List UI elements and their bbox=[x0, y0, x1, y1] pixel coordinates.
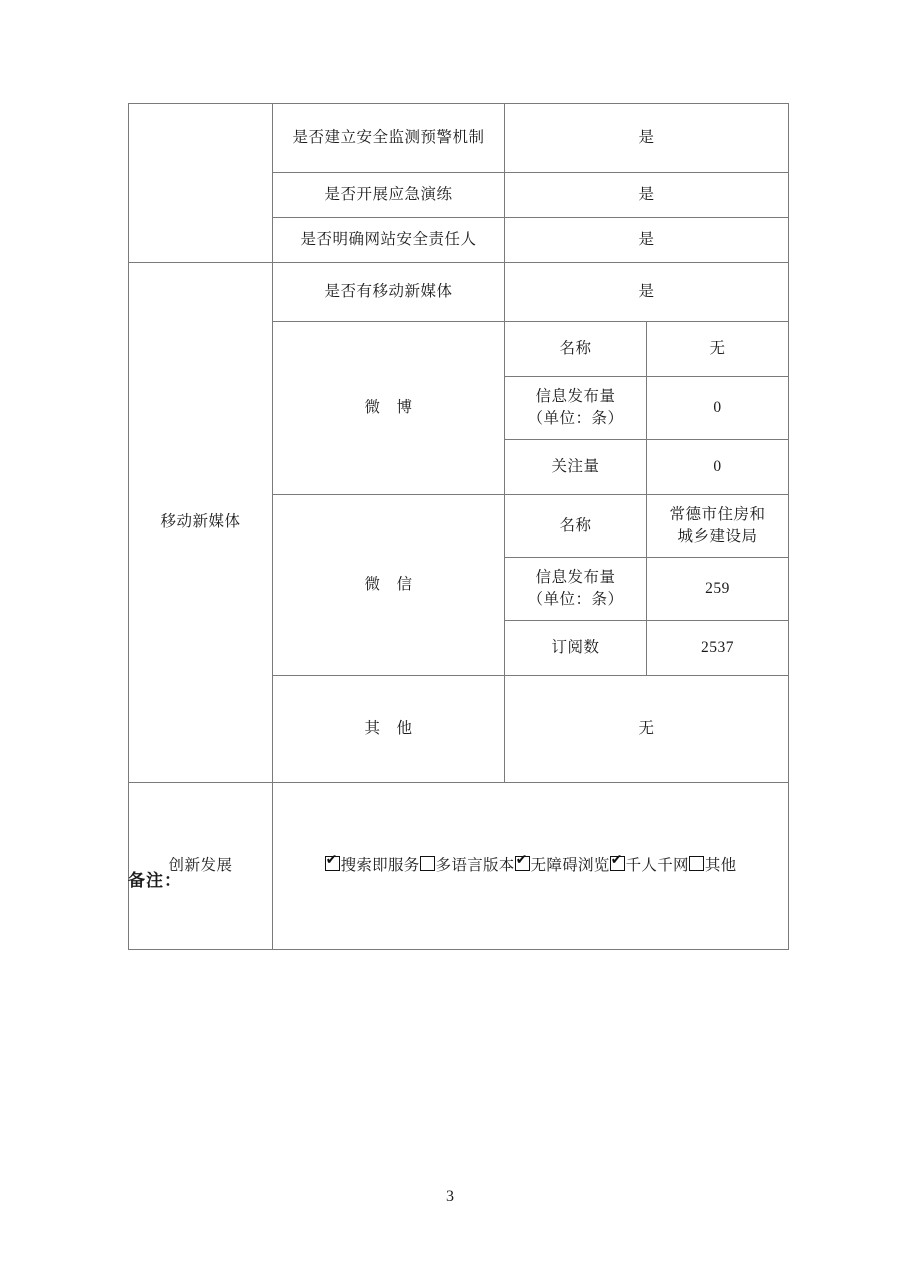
security-owner-value: 是 bbox=[505, 218, 789, 263]
weixin-name-value-line1: 常德市住房和 bbox=[669, 505, 766, 523]
innovation-options-cell bbox=[273, 783, 789, 950]
weibo-follow-value: 0 bbox=[647, 440, 789, 495]
security-owner-label: 是否明确网站安全责任人 bbox=[273, 218, 505, 263]
innovation-option-label: 无障碍浏览 bbox=[530, 856, 610, 874]
weixin-name-label: 名称 bbox=[505, 495, 647, 558]
weixin-subscribe-label: 订阅数 bbox=[505, 621, 647, 676]
innovation-option-personalized[interactable] bbox=[610, 857, 689, 874]
checkbox-checked-icon[interactable] bbox=[325, 856, 340, 871]
empty-group-cell bbox=[129, 104, 273, 263]
weixin-publish-value: 259 bbox=[647, 558, 789, 621]
innovation-option-accessibility[interactable] bbox=[515, 857, 610, 874]
innovation-option-label: 千人千网 bbox=[625, 856, 689, 874]
emergency-drill-label: 是否开展应急演练 bbox=[273, 173, 505, 218]
checkbox-empty-icon[interactable] bbox=[420, 856, 435, 871]
table-row bbox=[129, 263, 789, 322]
innovation-option-label: 其他 bbox=[704, 856, 737, 874]
emergency-drill-value: 是 bbox=[505, 173, 789, 218]
weixin-subscribe-value: 2537 bbox=[647, 621, 789, 676]
weixin-name-value bbox=[647, 495, 789, 558]
weibo-publish-label-line2: （单位：条） bbox=[527, 410, 624, 427]
weibo-label: 微 博 bbox=[273, 322, 505, 495]
innovation-option-search-as-service[interactable] bbox=[325, 857, 420, 874]
report-table-container bbox=[128, 103, 788, 950]
weixin-publish-label bbox=[505, 558, 647, 621]
innovation-checkbox-line bbox=[277, 855, 784, 877]
weibo-publish-value: 0 bbox=[647, 377, 789, 440]
innovation-option-multilingual[interactable] bbox=[420, 857, 515, 874]
mobile-media-group-label: 移动新媒体 bbox=[129, 263, 273, 783]
has-mobile-media-value: 是 bbox=[505, 263, 789, 322]
weixin-name-value-line2: 城乡建设局 bbox=[677, 528, 758, 545]
safety-monitor-value: 是 bbox=[505, 104, 789, 173]
other-value: 无 bbox=[505, 676, 789, 783]
weixin-label: 微 信 bbox=[273, 495, 505, 676]
has-mobile-media-label: 是否有移动新媒体 bbox=[273, 263, 505, 322]
innovation-option-label: 多语言版本 bbox=[435, 856, 515, 874]
other-label: 其 他 bbox=[273, 676, 505, 783]
checkbox-empty-icon[interactable] bbox=[689, 856, 704, 871]
checkbox-checked-icon[interactable] bbox=[610, 856, 625, 871]
weixin-publish-label-line2: （单位：条） bbox=[527, 591, 624, 608]
checkbox-checked-icon[interactable] bbox=[515, 856, 530, 871]
table-row bbox=[129, 104, 789, 173]
weibo-publish-label-line1: 信息发布量 bbox=[535, 387, 616, 405]
table-row bbox=[129, 783, 789, 950]
innovation-option-other[interactable] bbox=[689, 857, 737, 874]
innovation-option-label: 搜索即服务 bbox=[340, 856, 420, 874]
weixin-publish-label-line1: 信息发布量 bbox=[535, 568, 616, 586]
weibo-publish-label bbox=[505, 377, 647, 440]
safety-monitor-label: 是否建立安全监测预警机制 bbox=[273, 104, 505, 173]
weibo-name-label: 名称 bbox=[505, 322, 647, 377]
page-number: 3 bbox=[446, 1188, 454, 1205]
annual-report-table bbox=[128, 103, 789, 950]
innovation-label: 创新发展 bbox=[129, 783, 273, 950]
weibo-name-value: 无 bbox=[647, 322, 789, 377]
remarks-label: 备注： bbox=[128, 871, 182, 890]
weibo-follow-label: 关注量 bbox=[505, 440, 647, 495]
